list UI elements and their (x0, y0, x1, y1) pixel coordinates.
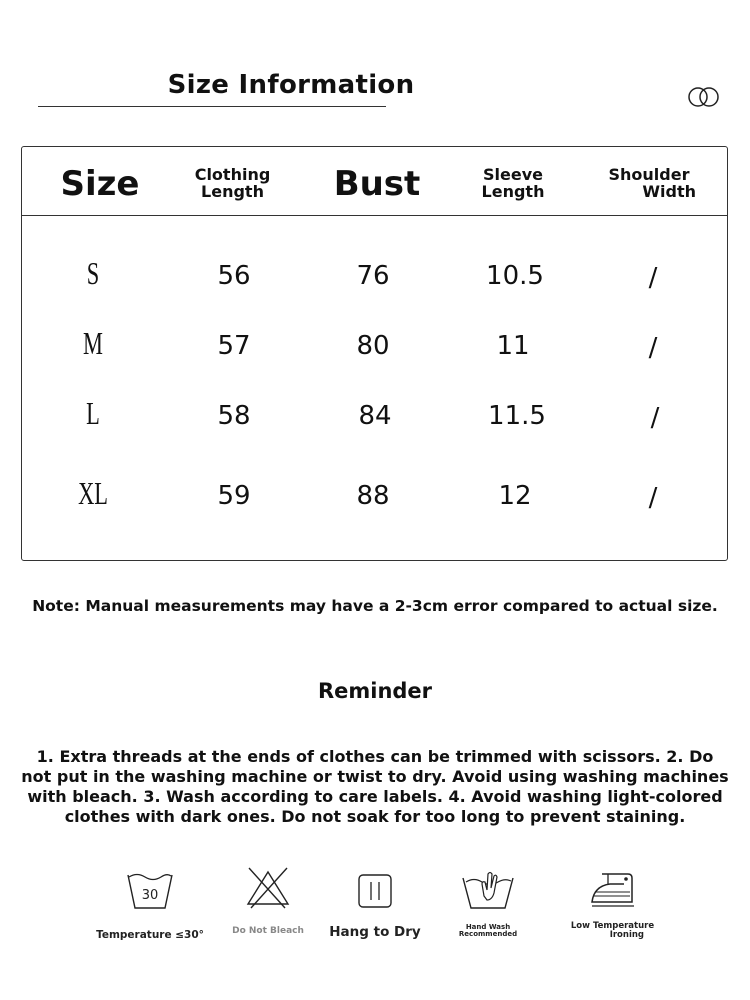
row-xl-clothing-length: 59 (217, 481, 251, 511)
header-bust: Bust (333, 164, 421, 204)
reminder-title: Reminder (317, 679, 433, 703)
row-l-sleeve-length: 11.5 (488, 401, 546, 431)
row-m-clothing-length: 57 (217, 331, 251, 361)
row-m-bust: 80 (356, 331, 390, 361)
row-s-shoulder-width: / (648, 263, 658, 293)
row-s-sleeve-length: 10.5 (486, 261, 544, 291)
header-clothing-length: Clothing Length (194, 165, 271, 201)
row-s-clothing-length: 56 (217, 261, 251, 291)
row-l-clothing-length: 58 (217, 401, 251, 431)
care-wash-30: 30 Temperature ≤30° (90, 870, 210, 941)
row-m-size: M (83, 325, 103, 361)
reminder-body: 1. Extra threads at the ends of clothes can be trimmed with scissors. 2. Do not put in the washing machine or twist to dry. Avoid using washing machines with bleach. 3. Wash according to care labels. 4. Avoid washing light-colored clothes with dark ones. Do not soak for too long to prevent staining. (21, 747, 729, 826)
header-size: Size (60, 164, 140, 204)
row-m-sleeve-length: 11 (496, 331, 530, 361)
header-divider (22, 215, 727, 216)
care-hang-to-dry: Hang to Dry (325, 872, 425, 939)
header-shoulder-width: Shoulder Width (608, 165, 696, 201)
row-s-size: S (86, 255, 100, 291)
row-l-size: L (86, 395, 100, 431)
title-underline (38, 106, 386, 107)
rings-icon (687, 86, 721, 108)
page-title: Size Information (167, 70, 415, 100)
row-l-bust: 84 (358, 401, 392, 431)
row-xl-bust: 88 (356, 481, 390, 511)
wash-30-icon (125, 870, 175, 914)
row-xl-shoulder-width: / (648, 483, 658, 513)
row-xl-size: XL (78, 475, 108, 511)
row-xl-sleeve-length: 12 (498, 481, 532, 511)
row-l-shoulder-width: / (650, 403, 660, 433)
care-low-temp-iron: Low Temperature Ironing (555, 868, 670, 940)
care-do-not-bleach: Do Not Bleach (218, 864, 318, 936)
do-not-bleach-icon (243, 864, 293, 912)
care-hand-wash: Hand Wash Recommended (438, 866, 538, 939)
svg-text:30: 30 (141, 888, 159, 903)
row-m-shoulder-width: / (648, 333, 658, 363)
measurement-note: Note: Manual measurements may have a 2-3cm error compared to actual size. (32, 597, 718, 615)
hand-wash-icon (460, 866, 516, 912)
header-sleeve-length: Sleeve Length (481, 165, 545, 201)
size-table (21, 146, 728, 561)
low-temp-iron-icon (588, 868, 638, 910)
row-s-bust: 76 (356, 261, 390, 291)
hang-to-dry-icon (356, 872, 394, 910)
